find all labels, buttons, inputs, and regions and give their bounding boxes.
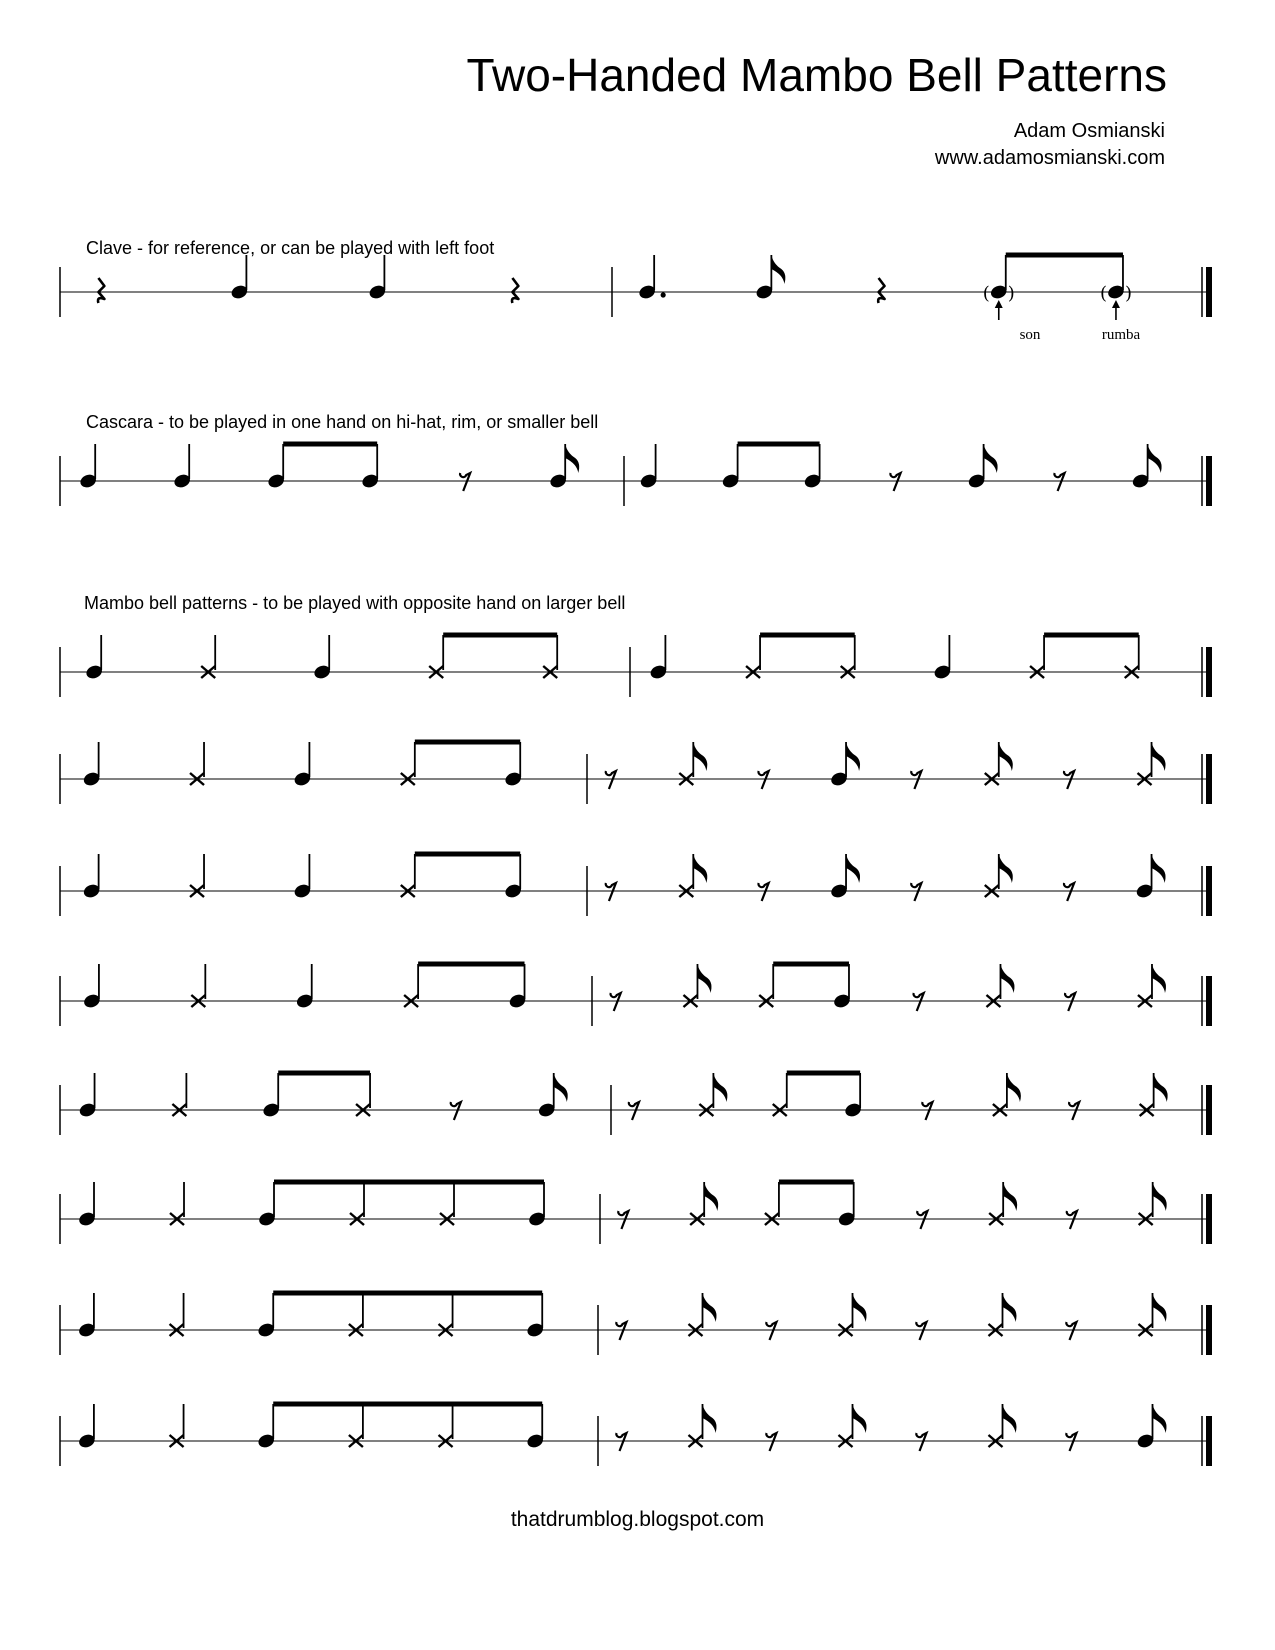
final-barline-thick (1206, 647, 1212, 697)
note-flag (1000, 964, 1014, 993)
eighth-rest (916, 1433, 926, 1451)
eighth-rest (914, 993, 924, 1011)
note-flag (1152, 964, 1166, 993)
note-flag (704, 1182, 718, 1211)
eighth-rest (759, 771, 769, 789)
final-barline-thick (1206, 456, 1212, 506)
quarter-rest (98, 278, 104, 303)
note-flag (984, 444, 998, 473)
eighth-rest (616, 1433, 626, 1451)
note-flag (1153, 1404, 1167, 1433)
eighth-rest (1069, 1102, 1079, 1120)
note-flag (1003, 1404, 1017, 1433)
staff-clave (60, 255, 1212, 320)
eighth-rest (758, 883, 768, 901)
note-flag (1003, 1293, 1017, 1322)
note-flag (565, 444, 579, 473)
paren-right: ) (1007, 283, 1015, 304)
note-flag (1003, 1182, 1017, 1211)
note-flag (1153, 1182, 1167, 1211)
eighth-rest (1066, 1322, 1076, 1340)
note-flag (703, 1404, 717, 1433)
arrow-head (1112, 300, 1120, 308)
note-flag (846, 742, 860, 771)
eighth-rest (911, 771, 921, 789)
staff-mambo-1 (60, 635, 1212, 697)
staff-mambo-2 (60, 742, 1212, 804)
eighth-rest (1066, 1433, 1076, 1451)
eighth-rest (1064, 883, 1074, 901)
eighth-rest (766, 1322, 776, 1340)
final-barline-thick (1206, 1085, 1212, 1135)
final-barline-thick (1206, 1416, 1212, 1466)
page-title: Two-Handed Mambo Bell Patterns (466, 49, 1167, 101)
note-flag (697, 964, 711, 993)
eighth-rest (616, 1322, 626, 1340)
arrow-head (995, 300, 1003, 308)
note-flag (771, 255, 785, 284)
eighth-rest (451, 1102, 461, 1120)
footer-link: thatdrumblog.blogspot.com (510, 1508, 765, 1531)
son-annotation: son (1019, 327, 1041, 343)
eighth-rest (618, 1211, 628, 1229)
rumba-annotation: rumba (1101, 327, 1141, 343)
eighth-rest (890, 473, 900, 491)
note-flag (846, 854, 860, 883)
final-barline-thick (1206, 976, 1212, 1026)
note-flag (713, 1073, 727, 1102)
paren-right: ) (1124, 283, 1132, 304)
note-flag (1153, 1293, 1167, 1322)
staff-mambo-5 (60, 1073, 1212, 1135)
note-flag (853, 1293, 867, 1322)
note-flag (1148, 444, 1162, 473)
quarter-rest (878, 278, 884, 303)
mambo-section-label: Mambo bell patterns - to be played with opposite hand on larger bell (84, 593, 626, 613)
final-barline-thick (1206, 1305, 1212, 1355)
eighth-rest (460, 473, 470, 491)
dot (661, 292, 666, 297)
author-name: Adam Osmianski (1013, 120, 1165, 142)
staff-mambo-6 (60, 1182, 1212, 1244)
eighth-rest (606, 883, 616, 901)
author-website: www.adamosmianski.com (934, 147, 1165, 169)
note-flag (1007, 1073, 1021, 1102)
eighth-rest (917, 1211, 927, 1229)
cascara-section-label: Cascara - to be played in one hand on hi-hat, rim, or smaller bell (86, 412, 599, 432)
staff-mambo-3 (60, 854, 1212, 916)
eighth-rest (1054, 473, 1064, 491)
note-flag (554, 1073, 568, 1102)
eighth-rest (922, 1102, 932, 1120)
eighth-rest (911, 883, 921, 901)
eighth-rest (1064, 771, 1074, 789)
eighth-rest (916, 1322, 926, 1340)
note-flag (693, 742, 707, 771)
eighth-rest (766, 1433, 776, 1451)
note-flag (703, 1293, 717, 1322)
final-barline-thick (1206, 866, 1212, 916)
paren-left: ( (982, 283, 990, 304)
note-flag (693, 854, 707, 883)
staff-mambo-4 (60, 964, 1212, 1026)
eighth-rest (611, 993, 621, 1011)
note-flag (1152, 742, 1166, 771)
note-flag (1154, 1073, 1168, 1102)
note-flag (853, 1404, 867, 1433)
final-barline-thick (1206, 754, 1212, 804)
eighth-rest (1067, 1211, 1077, 1229)
staff-mambo-8 (60, 1404, 1212, 1466)
final-barline-thick (1206, 267, 1212, 317)
quarter-rest (512, 278, 518, 303)
clave-section-label: Clave - for reference, or can be played with left foot (86, 238, 495, 258)
note-flag (999, 854, 1013, 883)
eighth-rest (629, 1102, 639, 1120)
final-barline-thick (1206, 1194, 1212, 1244)
note-flag (999, 742, 1013, 771)
eighth-rest (606, 771, 616, 789)
staff-cascara (60, 444, 1212, 506)
eighth-rest (1065, 993, 1075, 1011)
note-flag (1152, 854, 1166, 883)
paren-left: ( (1099, 283, 1107, 304)
staff-mambo-7 (60, 1293, 1212, 1355)
